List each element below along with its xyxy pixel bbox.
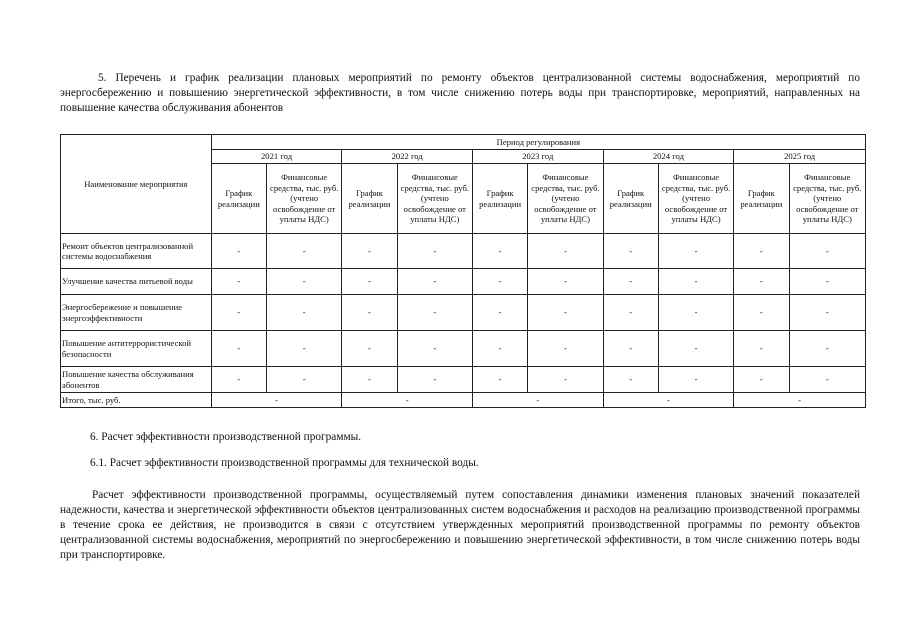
- total-label: Итого, тыс. руб.: [61, 393, 212, 408]
- table-cell: -: [267, 234, 342, 269]
- table-cell: -: [734, 295, 789, 331]
- year-header: 2024 год: [603, 150, 734, 164]
- year-header: 2022 год: [342, 150, 473, 164]
- year-header: 2025 год: [734, 150, 866, 164]
- table-cell: -: [734, 269, 789, 295]
- table-row: [61, 234, 866, 269]
- table-cell: -: [211, 367, 266, 393]
- table-cell: -: [397, 331, 472, 367]
- total-cell: -: [211, 393, 342, 408]
- regulation-period-header: Период регулирования: [211, 135, 865, 150]
- table-cell: -: [472, 234, 527, 269]
- table-cell: -: [734, 234, 789, 269]
- table-cell: -: [789, 295, 866, 331]
- activity-name: Энергосбережение и повышение энергоэффективности: [61, 295, 212, 331]
- total-cell: -: [734, 393, 866, 408]
- table-cell: -: [789, 331, 866, 367]
- table-cell: -: [211, 234, 266, 269]
- table-cell: -: [603, 331, 658, 367]
- table-cell: -: [211, 295, 266, 331]
- table-cell: -: [342, 331, 397, 367]
- activity-name: Повышение качества обслуживания абонентов: [61, 367, 212, 393]
- table-cell: -: [211, 269, 266, 295]
- table-cell: -: [734, 367, 789, 393]
- table-cell: -: [658, 331, 733, 367]
- total-cell: -: [603, 393, 734, 408]
- table-cell: -: [789, 367, 866, 393]
- table-cell: -: [342, 269, 397, 295]
- table-cell: -: [658, 295, 733, 331]
- table-row: [61, 269, 866, 295]
- schedule-subheader: График реализации: [342, 164, 397, 234]
- total-row: [61, 393, 866, 408]
- table-cell: -: [789, 269, 866, 295]
- table-cell: -: [528, 295, 603, 331]
- table-cell: -: [528, 367, 603, 393]
- table-cell: -: [267, 367, 342, 393]
- schedule-subheader: График реализации: [603, 164, 658, 234]
- schedule-subheader: График реализации: [211, 164, 266, 234]
- table-cell: -: [397, 295, 472, 331]
- table-cell: -: [211, 331, 266, 367]
- table-cell: -: [342, 295, 397, 331]
- total-cell: -: [472, 393, 603, 408]
- table-cell: -: [658, 234, 733, 269]
- measures-schedule-table: [60, 134, 866, 408]
- section-6-heading: 6. Расчет эффективности производственной программы.: [90, 431, 362, 443]
- table-cell: -: [267, 295, 342, 331]
- table-cell: -: [658, 367, 733, 393]
- table-cell: -: [472, 367, 527, 393]
- finance-subheader: Финансовые средства, тыс. руб. (учтено освобождение от уплаты НДС): [528, 164, 603, 234]
- finance-subheader: Финансовые средства, тыс. руб. (учтено освобождение от уплаты НДС): [789, 164, 866, 234]
- table-cell: -: [472, 295, 527, 331]
- year-header: 2021 год: [211, 150, 342, 164]
- table-cell: -: [603, 367, 658, 393]
- table-cell: -: [603, 269, 658, 295]
- table-cell: -: [528, 269, 603, 295]
- schedule-subheader: График реализации: [734, 164, 789, 234]
- finance-subheader: Финансовые средства, тыс. руб. (учтено освобождение от уплаты НДС): [658, 164, 733, 234]
- activity-name: Улучшение качества питьевой воды: [61, 269, 212, 295]
- table-row: [61, 367, 866, 393]
- section-5-heading: 5. Перечень и график реализации плановых мероприятий по ремонту объектов централизованной системы водоснабжения, мероприятий по энергосбережению и повышению энергетической эффективности, в том числе снижению потерь воды при транспортировке, мероприятий, направленных на повышение качества обслуживания абонентов: [60, 72, 860, 114]
- table-cell: -: [472, 331, 527, 367]
- table-cell: -: [734, 331, 789, 367]
- table-cell: -: [528, 331, 603, 367]
- activity-name: Повышение антитеррористической безопасности: [61, 331, 212, 367]
- table-cell: -: [603, 295, 658, 331]
- finance-subheader: Финансовые средства, тыс. руб. (учтено освобождение от уплаты НДС): [397, 164, 472, 234]
- schedule-subheader: График реализации: [472, 164, 527, 234]
- table-cell: -: [267, 269, 342, 295]
- total-cell: -: [342, 393, 473, 408]
- table-cell: -: [267, 331, 342, 367]
- table-cell: -: [397, 269, 472, 295]
- year-header: 2023 год: [472, 150, 603, 164]
- table-cell: -: [603, 234, 658, 269]
- activity-name: Ремонт объектов централизованной системы водоснабжения: [61, 234, 212, 269]
- table-row: [61, 331, 866, 367]
- table-cell: -: [397, 234, 472, 269]
- finance-subheader: Финансовые средства, тыс. руб. (учтено освобождение от уплаты НДС): [267, 164, 342, 234]
- activity-name-header: Наименование мероприятия: [61, 135, 212, 234]
- table-row: [61, 295, 866, 331]
- table-cell: -: [789, 234, 866, 269]
- table-cell: -: [342, 367, 397, 393]
- table-cell: -: [658, 269, 733, 295]
- efficiency-paragraph: Расчет эффективности производственной программы, осуществляемый путем сопоставления динамики изменения плановых значений показателей надежности, качества и энергетической эффективности объектов централизованных систем водоснабжения и расходов на реализацию производственной программы в течение срока ее действия, не производится в связи с отсутствием утвержденных мероприятий производственной программы по ремонту объектов централизованной системы водоснабжения, мероприятий по энергосбережению и повышению энергетической эффективности, в том числе снижению потерь воды при транспортировке.: [60, 489, 860, 561]
- table-cell: -: [472, 269, 527, 295]
- table-cell: -: [397, 367, 472, 393]
- table-cell: -: [528, 234, 603, 269]
- section-6-1-heading: 6.1. Расчет эффективности производственной программы для технической воды.: [90, 457, 479, 469]
- table-cell: -: [342, 234, 397, 269]
